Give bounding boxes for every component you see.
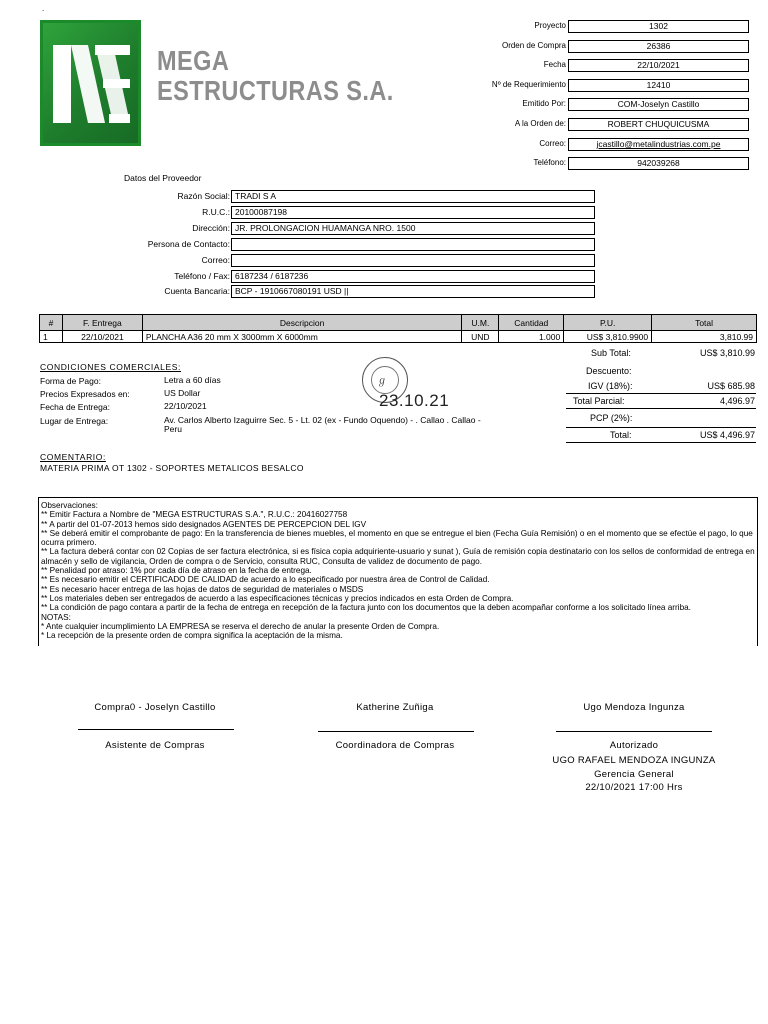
condition-label: Precios Expresados en: — [40, 389, 130, 399]
authorizer-signature-name: Ugo Mendoza Ingunza — [583, 702, 685, 713]
provider-label: Teléfono / Fax: — [174, 271, 230, 281]
provider-row — [100, 190, 595, 204]
info-fecha — [460, 59, 750, 73]
info-label: Correo: — [539, 139, 566, 148]
corner-mark: . — [42, 4, 45, 13]
observation-line: ** Emitir Factura a Nombre de "MEGA ESTRUCTURAS S.A.", R.U.C.: 20416027758 — [41, 510, 348, 520]
provider-value: 6187234 / 6187236 — [231, 270, 595, 283]
info-label: Fecha — [543, 60, 566, 69]
info-a-la-orden — [460, 118, 750, 132]
column-header: F. Entrega — [62, 315, 142, 331]
stamp-date: 23.10.21 — [379, 391, 450, 410]
provider-label: Razón Social: — [177, 191, 230, 201]
provider-title: Datos del Proveedor — [124, 173, 202, 183]
cell-total: 3,810.99 — [652, 331, 757, 343]
observation-line: ** Se deberá emitir el comprobante de pago: En la transferencia de bienes muebles, el momento en que se entregue el bien (Fecha Guía Remisión) o en el momento que se efectúe el pago, lo que ocurra primero. — [41, 528, 753, 548]
provider-label: R.U.C.: — [202, 207, 230, 217]
company-name-line2: ESTRUCTURAS S.A. — [157, 75, 394, 106]
cell-description: PLANCHA A36 20 mm X 3000mm X 6000mm — [142, 331, 462, 343]
info-value: 942039268 — [568, 157, 749, 170]
divider — [566, 442, 756, 443]
provider-row — [100, 285, 595, 299]
buyer-signature-name: Compra0 - Joselyn Castillo — [94, 702, 216, 713]
divider — [566, 393, 756, 394]
authorizer-role: Gerencia General — [594, 769, 674, 780]
observation-line: * Ante cualquier incumplimiento LA EMPRESA se reserva el derecho de anular la presente Orden de Compra. — [41, 621, 440, 631]
divider — [566, 427, 756, 428]
condition-label: Fecha de Entrega: — [40, 402, 110, 412]
info-value[interactable] — [568, 138, 749, 151]
observation-line: ** A partir del 01-07-2013 hemos sido designados AGENTES DE PERCEPCION DEL IGV — [41, 519, 367, 529]
info-label: Proyecto — [534, 21, 566, 30]
info-telefono — [460, 157, 750, 171]
info-value: 22/10/2021 — [568, 59, 749, 72]
info-emitido-por — [460, 98, 750, 112]
info-value: 12410 — [568, 79, 749, 92]
info-label: A la Orden de: — [514, 119, 566, 128]
coordinator-signature-name: Katherine Zuñiga — [356, 702, 434, 713]
observations-box — [38, 497, 758, 646]
company-logo — [40, 20, 141, 146]
column-header: Cantidad — [499, 315, 564, 331]
condition-value: 22/10/2021 — [164, 401, 207, 411]
provider-value — [231, 238, 595, 251]
parcial-value: 4,496.97 — [719, 396, 755, 406]
info-value: ROBERT CHUQUICUSMA — [568, 118, 749, 131]
observation-line: ** La factura deberá contar con 02 Copias de ser factura electrónica, si es física copia adquiriente-usuario y sunat ), Guía de remisión copia destinatario con los sellos de conformidad de entrega en almacén y sello de vigilancia, Orden de compra o de Servicio, consulta RUC, Consulta de validez de documento de pago. — [41, 547, 755, 566]
info-correo — [460, 138, 750, 152]
comment-title: COMENTARIO: — [40, 452, 106, 462]
cell-delivery-date: 22/10/2021 — [62, 331, 142, 343]
provider-value: TRADI S A — [231, 190, 595, 203]
column-header: Total — [652, 315, 757, 331]
provider-row — [100, 270, 595, 284]
provider-label: Dirección: — [192, 223, 230, 233]
authorizer-label: Autorizado — [609, 740, 659, 751]
authorizer-fullname: UGO RAFAEL MENDOZA INGUNZA — [552, 755, 716, 766]
observation-line: ** Es necesario emitir el CERTIFICADO DE CALIDAD de acuerdo a lo especificado por nuestra área de Control de Calidad. — [41, 575, 490, 585]
provider-row — [100, 254, 595, 268]
observation-line: NOTAS: — [41, 612, 71, 622]
provider-value — [231, 254, 595, 267]
observation-line: ** Es necesario hacer entrega de las hojas de datos de seguridad de materiales o MSDS — [41, 584, 364, 594]
info-requerimiento — [460, 79, 750, 93]
condition-label: Lugar de Entrega: — [40, 416, 109, 426]
signature-line — [318, 731, 474, 732]
provider-label: Persona de Contacto: — [147, 239, 230, 249]
condition-label: Forma de Pago: — [40, 376, 101, 386]
table-header-row — [40, 315, 757, 331]
observation-line: * La recepción de la presente orden de compra significa la aceptación de la misma. — [41, 631, 343, 641]
info-label: Teléfono: — [533, 158, 566, 167]
total-label: Total: — [610, 430, 632, 440]
observation-line: ** Los materiales deben ser entregados de acuerdo a las especificaciones técnicas y precios indicados en esta Orden de Compra. — [41, 593, 514, 603]
provider-row — [100, 222, 595, 236]
buyer-role: Asistente de Compras — [105, 740, 205, 751]
observation-line: ** Penalidad por atraso: 1% por cada día de atraso en la fecha de entrega. — [41, 566, 312, 576]
subtotal-label: Sub Total: — [591, 348, 631, 358]
provider-value: JR. PROLONGACION HUAMANGA NRO. 1500 — [231, 222, 595, 235]
company-name — [157, 46, 394, 106]
provider-label: Cuenta Bancaria: — [164, 286, 230, 296]
total-value: US$ 4,496.97 — [699, 430, 755, 440]
condition-value: Av. Carlos Alberto Izaguirre Sec. 5 - Lt. 02 (ex - Fundo Oquendo) - . Callao . Callao - Peru — [164, 415, 481, 434]
authorizer-datetime: 22/10/2021 17:00 Hrs — [585, 782, 683, 793]
provider-row — [100, 238, 595, 252]
info-label: Nº de Requerimiento — [491, 80, 566, 89]
stamp-signature-icon: ℊ — [377, 376, 387, 387]
subtotal-value: US$ 3,810.99 — [699, 348, 755, 358]
column-header: U.M. — [462, 315, 499, 331]
provider-value: 20100087198 — [231, 206, 595, 219]
cell-unit-price: US$ 3,810.9900 — [564, 331, 652, 343]
info-orden-compra — [460, 40, 750, 54]
items-table — [39, 314, 757, 343]
cell-index: 1 — [40, 331, 63, 343]
comment-text: MATERIA PRIMA OT 1302 - SOPORTES METALICOS BESALCO — [40, 463, 304, 473]
provider-value: BCP - 1910667080191 USD || — [231, 285, 595, 298]
divider — [566, 408, 756, 409]
parcial-label: Total Parcial: — [573, 396, 625, 406]
company-name-line1: MEGA — [157, 45, 230, 76]
igv-value: US$ 685.98 — [707, 381, 755, 391]
coordinator-role: Coordinadora de Compras — [335, 740, 455, 751]
info-label: Emitido Por: — [522, 99, 566, 108]
signature-line — [556, 731, 712, 732]
cell-unit: UND — [462, 331, 499, 343]
info-proyecto — [460, 20, 750, 34]
column-header: P.U. — [564, 315, 652, 331]
info-value: COM-Joselyn Castillo — [568, 98, 749, 111]
pcp-label: PCP (2%): — [590, 413, 633, 423]
info-label: Orden de Compra — [501, 41, 566, 50]
signature-line — [78, 729, 234, 730]
provider-row — [100, 206, 595, 220]
provider-label: Correo: — [201, 255, 230, 265]
info-value: 26386 — [568, 40, 749, 53]
info-value: 1302 — [568, 20, 749, 33]
condition-value: Letra a 60 días — [164, 375, 221, 385]
observation-line: ** La condición de pago contara a partir de la fecha de entrega en recepción de la factura junto con los documentos que la deben acompañar conforme a los solicitado línea arriba. — [41, 603, 691, 613]
observation-line: Observaciones: — [41, 501, 98, 510]
column-header: # — [40, 315, 63, 331]
cell-quantity: 1.000 — [499, 331, 564, 343]
igv-label: IGV (18%): — [588, 381, 633, 391]
descuento-label: Descuento: — [586, 366, 632, 376]
condition-value: US Dollar — [164, 388, 201, 398]
table-row — [40, 331, 757, 343]
column-header: Descripcion — [142, 315, 462, 331]
conditions-title: CONDICIONES COMERCIALES: — [40, 362, 181, 372]
email-link[interactable]: jcastillo@metalindustrias.com.pe — [596, 139, 721, 149]
